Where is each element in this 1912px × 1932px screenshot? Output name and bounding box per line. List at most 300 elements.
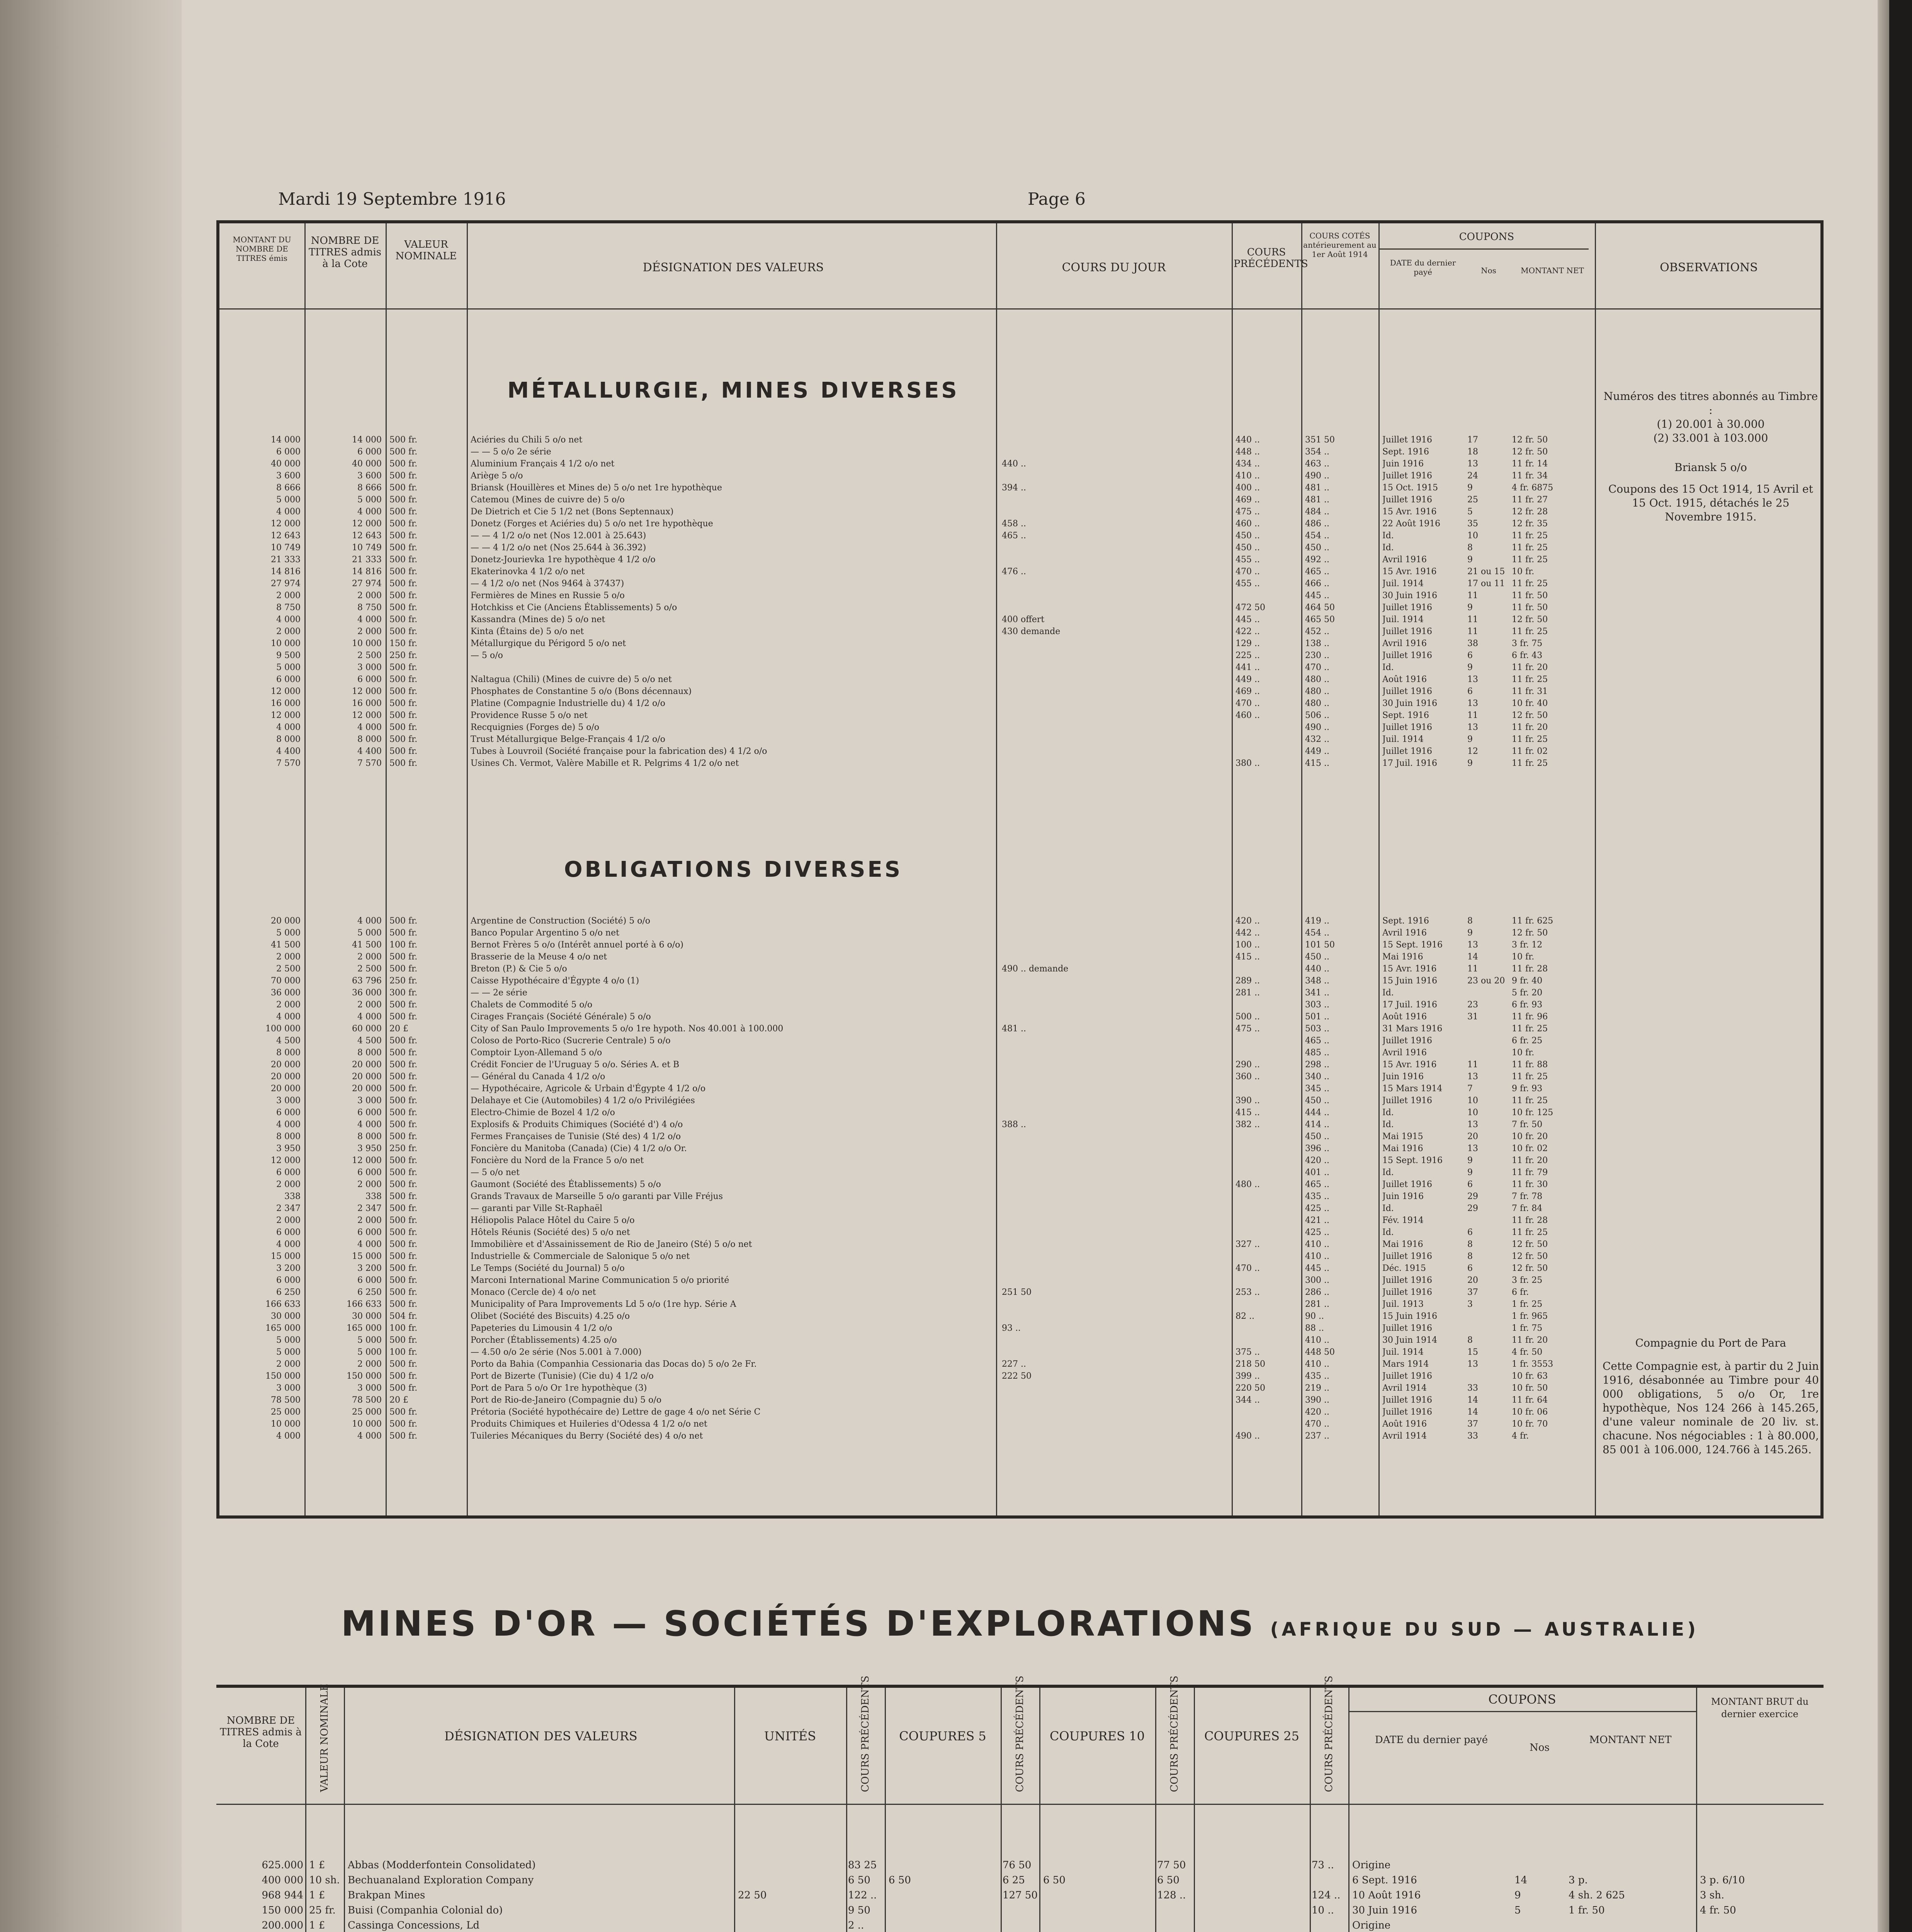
cell-coupon-date: Juil. 1914: [1382, 735, 1424, 744]
cell-montant: 12 000: [271, 519, 301, 529]
cell-cours-prec: 400 ..: [1236, 483, 1260, 493]
cell-montant-net: 11 fr. 25: [1512, 1228, 1548, 1237]
cell-cours-cotes: 425 ..: [1305, 1204, 1329, 1213]
cell-nombre: 10 000: [352, 1419, 382, 1429]
cell-cours-prec: 2 ..: [848, 1920, 864, 1931]
cell-cours-prec: 380 ..: [1236, 759, 1260, 768]
cell-valeur: 500 fr.: [389, 1168, 418, 1177]
cell-montant: 4 000: [276, 723, 301, 732]
cell-nombre: 165 000: [347, 1323, 382, 1333]
cell-coupon-no: 33: [1467, 1383, 1478, 1393]
observations-notes: [1603, 389, 1819, 524]
obs-note-3: (2) 33.001 à 103.000: [1653, 432, 1768, 444]
cell-montant-net: 4 fr. 6875: [1512, 483, 1553, 493]
metallurgie-row: [219, 602, 1595, 614]
cell-valeur: 500 fr.: [389, 1096, 418, 1105]
cell-cours-cotes: 390 ..: [1305, 1395, 1329, 1405]
cell-nombre: 3 950: [357, 1144, 382, 1153]
cell-cours-cotes: 465 ..: [1305, 1180, 1329, 1189]
obligations-row: [219, 939, 1595, 951]
cell-montant: 3 600: [276, 471, 301, 481]
obligations-row: [219, 1322, 1595, 1334]
cell-cours-cotes: 485 ..: [1305, 1048, 1329, 1058]
cell-valeur: 500 fr.: [389, 675, 418, 684]
cell-montant: 165 000: [265, 1323, 301, 1333]
cell-montant: 150 000: [265, 1371, 301, 1381]
cell-montant: 4 400: [276, 747, 301, 756]
cell-valeur: 500 fr.: [389, 555, 418, 565]
cell-montant: 30 000: [271, 1311, 301, 1321]
cell-montant: 4 000: [276, 615, 301, 624]
cell-valeur: 500 fr.: [389, 1084, 418, 1094]
cell-coupon-no: 13: [1467, 1120, 1478, 1129]
cell-designation: Delahaye et Cie (Automobiles) 4 1/2 o/o Privilégiées: [471, 1096, 695, 1105]
cell-nombre: 4 500: [357, 1036, 382, 1046]
cell-coupon-date: Origine: [1352, 1920, 1391, 1931]
cell-coupon-no: 13: [1467, 1072, 1478, 1082]
mo-header-coupures5: COUPURES 5: [899, 1729, 986, 1743]
cell-valeur: 500 fr.: [389, 1228, 418, 1237]
cell-montant: 12 000: [271, 1156, 301, 1165]
cell-coupon-no: 11: [1467, 711, 1478, 720]
cell-cours-prec: 469 ..: [1236, 495, 1260, 505]
cell-montant-net: 1 fr. 50: [1569, 1905, 1605, 1916]
cell-montant: 15 000: [271, 1252, 301, 1261]
cell-montant-net: 4 fr.: [1512, 1431, 1529, 1441]
cell-cours-prec: 442 ..: [1236, 928, 1260, 938]
cell-coupon-date: Mai 1916: [1382, 1240, 1423, 1249]
cell-montant-net: 11 fr. 25: [1512, 555, 1548, 565]
cell-montant-net: 11 fr. 28: [1512, 964, 1548, 974]
cell-montant: 3 950: [276, 1144, 301, 1153]
cell-nombre: 4 000: [357, 1240, 382, 1249]
cell-coupon-date: 15 Avr. 1916: [1382, 964, 1437, 974]
header-date: Mardi 19 Septembre 1916: [278, 189, 506, 209]
cell-designation: Ariège 5 o/o: [471, 471, 523, 481]
cell-cours-prec: 480 ..: [1236, 1180, 1260, 1189]
cell-montant-net: 12 fr. 50: [1512, 711, 1548, 720]
cell-designation: Grands Travaux de Marseille 5 o/o garanti par Ville Fréjus: [471, 1192, 723, 1201]
cell-designation: — 5 o/o: [471, 651, 503, 660]
cell-montant-net: 6 fr. 93: [1512, 1000, 1543, 1010]
cell-montant-net: 4 fr. 50: [1512, 1347, 1543, 1357]
cell-cours-cotes: 454 ..: [1305, 531, 1329, 541]
cell-coupon-date: 15 Avr. 1916: [1382, 507, 1437, 517]
cell-coupon-no: 13: [1467, 723, 1478, 732]
obs-briansk-text: Coupons des 15 Oct 1914, 15 Avril et 15 Oct. 1915, détachés le 25 Novembre 1915.: [1608, 483, 1813, 523]
cell-coupon-date: Id.: [1382, 1108, 1394, 1117]
cell-cours-prec: 327 ..: [1236, 1240, 1260, 1249]
cell-montant: 4 000: [276, 507, 301, 517]
cell-coupon-date: Avril 1916: [1382, 639, 1427, 648]
cell-coupon-date: Id.: [1382, 1168, 1394, 1177]
obs-note-1: Numéros des titres abonnés au Timbre :: [1603, 390, 1818, 417]
metallurgie-row: [219, 650, 1595, 662]
cell-cours-cotes: 470 ..: [1305, 663, 1329, 672]
cell-cours-prec: 450 ..: [1236, 543, 1260, 553]
cell-cours-prec: 9 50: [848, 1905, 870, 1916]
col-header-cours-jour: COURS DU JOUR: [1062, 261, 1166, 274]
mo-header-coupures25: COUPURES 25: [1204, 1729, 1299, 1743]
cell-coupon-no: 6: [1467, 1180, 1473, 1189]
cell-montant-brut: 3 sh.: [1700, 1889, 1725, 1901]
cell-valeur: 500 fr.: [389, 1204, 418, 1213]
cell-designation: Comptoir Lyon-Allemand 5 o/o: [471, 1048, 602, 1058]
cell-designation: Aluminium Français 4 1/2 o/o net: [471, 459, 615, 469]
cell-coupon-date: 17 Juil. 1916: [1382, 759, 1438, 768]
cell-montant: 5 000: [276, 928, 301, 938]
cell-coupon-date: Avril 1914: [1382, 1383, 1427, 1393]
cell-coupon-date: Id.: [1382, 1120, 1394, 1129]
cell-coupon-date: Avril 1916: [1382, 555, 1427, 565]
cell-designation: Providence Russe 5 o/o net: [471, 711, 588, 720]
cell-coupon-date: Juillet 1916: [1382, 747, 1432, 756]
cell-coupon-date: Juillet 1916: [1382, 723, 1432, 732]
cell-coupon-no: 10: [1467, 1096, 1478, 1105]
cell-coupon-no: 6: [1467, 687, 1473, 696]
cell-nombre: 6 000: [357, 1168, 382, 1177]
cell-coupon-date: Juillet 1916: [1382, 651, 1432, 660]
cell-designation: Electro-Chimie de Bozel 4 1/2 o/o: [471, 1108, 615, 1117]
cell-coupon-no: 11: [1467, 615, 1478, 624]
cell-cours-prec: 470 ..: [1236, 699, 1260, 708]
cell-nombre: 3 200: [357, 1264, 382, 1273]
cell-montant-net: 11 fr. 50: [1512, 591, 1548, 600]
cell-cours-prec25: 10 ..: [1312, 1905, 1334, 1916]
cell-coupon-no: 9: [1514, 1889, 1521, 1901]
cell-valeur: 500 fr.: [389, 615, 418, 624]
cell-valeur: 500 fr.: [389, 1048, 418, 1058]
obligations-row: [219, 1083, 1595, 1095]
cell-coupon-no: 9: [1467, 735, 1473, 744]
cell-montant: 6 000: [276, 1108, 301, 1117]
cell-coupon-no: 29: [1467, 1204, 1478, 1213]
cell-valeur: 250 fr.: [389, 651, 418, 660]
cell-designation: — — 4 1/2 o/o net (Nos 12.001 à 25.643): [471, 531, 646, 541]
cell-montant: 10 000: [271, 639, 301, 648]
metallurgie-row: [219, 662, 1595, 673]
cell-montant: 2 347: [276, 1204, 301, 1213]
cell-montant: 5 000: [276, 663, 301, 672]
cell-cours-jour: 388 ..: [1002, 1120, 1026, 1129]
cell-valeur: 100 fr.: [389, 1347, 418, 1357]
cell-nombre: 5 000: [357, 1335, 382, 1345]
cell-nombre: 4 000: [357, 615, 382, 624]
cell-coupon-date: 15 Mars 1914: [1382, 1084, 1443, 1094]
cell-montant-brut: 4 fr. 50: [1700, 1905, 1736, 1916]
cell-cours-cotes: 503 ..: [1305, 1024, 1329, 1034]
cell-coupon-no: 8: [1467, 916, 1473, 926]
cell-cours-cotes: 484 ..: [1305, 507, 1329, 517]
cell-coupon-date: Août 1916: [1382, 1012, 1427, 1022]
cell-montant-net: 10 fr. 50: [1512, 1383, 1548, 1393]
cell-montant: 100 000: [265, 1024, 301, 1034]
cell-coupon-no: 13: [1467, 675, 1478, 684]
cell-designation: Explosifs & Produits Chimiques (Société d') 4 o/o: [471, 1120, 683, 1129]
metallurgie-row: [219, 518, 1595, 530]
cell-montant-net: 11 fr. 88: [1512, 1060, 1548, 1070]
cell-coupon-date: Sept. 1916: [1382, 447, 1429, 457]
cell-cours-prec: 500 ..: [1236, 1012, 1260, 1022]
cell-valeur: 100 fr.: [389, 940, 418, 950]
cell-cours-cotes: 354 ..: [1305, 447, 1329, 457]
cell-designation: Abbas (Modderfontein Consolidated): [348, 1859, 536, 1871]
cell-coupon-date: Juillet 1916: [1382, 435, 1432, 445]
cell-designation: Papeteries du Limousin 4 1/2 o/o: [471, 1323, 612, 1333]
cell-cours-jour: 227 ..: [1002, 1359, 1026, 1369]
cell-valeur: 500 fr.: [389, 567, 418, 577]
cell-nombre: 3 000: [357, 663, 382, 672]
cell-montant-net: 9 fr. 93: [1512, 1084, 1543, 1094]
cell-montant-net: 12 fr. 50: [1512, 615, 1548, 624]
cell-montant-net: 10 fr. 40: [1512, 699, 1548, 708]
cell-nombre: 2 000: [357, 627, 382, 636]
cell-coupon-date: Avril 1916: [1382, 1048, 1427, 1058]
cell-cours-cotes: 465 50: [1305, 615, 1335, 624]
cell-valeur: 500 fr.: [389, 1287, 418, 1297]
cell-coupon-no: 5: [1467, 507, 1473, 517]
cell-montant-net: 11 fr. 20: [1512, 1335, 1548, 1345]
cell-coupon-date: Juillet 1916: [1382, 471, 1432, 481]
cell-nombre: 16 000: [352, 699, 382, 708]
cell-designation: Foncière du Manitoba (Canada) (Cie) 4 1/2 o/o Or.: [471, 1144, 687, 1153]
cell-cours-cotes: 466 ..: [1305, 579, 1329, 588]
cell-montant-net: 6 fr.: [1512, 1287, 1529, 1297]
cell-valeur: 500 fr.: [389, 627, 418, 636]
cell-coupon-date: Id.: [1382, 1228, 1394, 1237]
obligations-row: [219, 1035, 1595, 1047]
cell-cours-cotes: 298 ..: [1305, 1060, 1329, 1070]
cell-montant: 8 666: [276, 483, 301, 493]
cell-nombre: 2 000: [357, 1000, 382, 1010]
cell-valeur: 500 fr.: [389, 1216, 418, 1225]
cell-valeur: 500 fr.: [389, 1132, 418, 1141]
cell-coupon-no: 24: [1467, 471, 1478, 481]
cell-montant: 2 000: [276, 1000, 301, 1010]
cell-montant: 27 974: [271, 579, 301, 588]
obligations-row: [219, 1310, 1595, 1322]
cell-montant-net: 11 fr. 31: [1512, 687, 1548, 696]
cell-montant: 12 643: [271, 531, 301, 541]
obligations-row: [219, 1346, 1595, 1358]
cell-designation: Hotchkiss et Cie (Anciens Établissements) 5 o/o: [471, 603, 677, 612]
cell-valeur: 20 £: [389, 1395, 408, 1405]
cell-cours-jour: 476 ..: [1002, 567, 1026, 577]
cell-coupon-date: Juillet 1916: [1382, 687, 1432, 696]
cell-nombre: 4 000: [357, 1120, 382, 1129]
cell-coupon-no: 11: [1467, 964, 1478, 974]
cell-valeur: 500 fr.: [389, 1072, 418, 1082]
cell-designation: Crédit Foncier de l'Uruguay 5 o/o. Séries A. et B: [471, 1060, 680, 1070]
cell-montant: 8 000: [276, 735, 301, 744]
cell-montant-net: 11 fr. 30: [1512, 1180, 1548, 1189]
cell-cours-cotes: 480 ..: [1305, 675, 1329, 684]
cell-montant-net: 10 fr. 20: [1512, 1132, 1548, 1141]
mines-or-row: [216, 1858, 1824, 1873]
cell-cours-prec: 448 ..: [1236, 447, 1260, 457]
page-header: [278, 189, 1824, 213]
cell-montant: 3 200: [276, 1264, 301, 1273]
cell-cours-prec: 344 ..: [1236, 1395, 1260, 1405]
cell-coupon-no: 6: [1467, 651, 1473, 660]
cell-coupon-no: 14: [1467, 1407, 1478, 1417]
cell-coupon-no: 13: [1467, 459, 1478, 469]
cell-montant-net: 3 fr. 75: [1512, 639, 1543, 648]
cell-coupon-date: Mars 1914: [1382, 1359, 1429, 1369]
obligations-row: [219, 915, 1595, 927]
cell-montant-net: 12 fr. 28: [1512, 507, 1548, 517]
cell-montant-net: 10 fr. 63: [1512, 1371, 1548, 1381]
cell-coupon-no: 37: [1467, 1287, 1478, 1297]
cell-cours-prec10: 128 ..: [1157, 1889, 1186, 1901]
cell-cours-jour: 490 .. demande: [1002, 964, 1069, 974]
cell-cours-prec: 441 ..: [1236, 663, 1260, 672]
cell-valeur: 20 £: [389, 1024, 408, 1034]
cell-coupon-date: Juin 1916: [1382, 459, 1424, 469]
cell-valeur: 500 fr.: [389, 916, 418, 926]
cell-coupon-date: Id.: [1382, 988, 1394, 998]
cell-valeur: 500 fr.: [389, 1060, 418, 1070]
cell-valeur: 500 fr.: [389, 663, 418, 672]
obligations-row: [219, 987, 1595, 999]
cell-cours-prec10: 6 50: [1157, 1874, 1179, 1886]
obligations-row: [219, 1262, 1595, 1274]
section-title-obligations: OBLIGATIONS DIVERSES: [564, 857, 903, 882]
cell-coupon-no: 9: [1467, 483, 1473, 493]
col-header-cours-cotes: COURS COTÉS antérieurement au 1er Août 1914: [1303, 231, 1377, 259]
cell-cours-cotes: 415 ..: [1305, 759, 1329, 768]
cell-cours-prec: 390 ..: [1236, 1096, 1260, 1105]
cell-cours-cotes: 410 ..: [1305, 1359, 1329, 1369]
cell-montant-net: 6 fr. 25: [1512, 1036, 1543, 1046]
cell-designation: Argentine de Construction (Société) 5 o/o: [471, 916, 651, 926]
cell-designation: Donetz-Jourievka 1re hypothèque 4 1/2 o/o: [471, 555, 656, 565]
mines-or-row: [216, 1873, 1824, 1888]
mo-header-nombre: NOMBRE DE TITRES admis à la Cote: [220, 1715, 302, 1750]
cell-montant-net: 11 fr. 25: [1512, 1024, 1548, 1034]
cell-coupon-no: 14: [1514, 1874, 1528, 1886]
page-binding: [0, 0, 182, 1932]
cell-designation: — — 5 o/o 2e série: [471, 447, 551, 457]
col-header-nombre: NOMBRE DE TITRES admis à la Cote: [308, 235, 382, 270]
cell-montant: 166 633: [265, 1299, 301, 1309]
cell-valeur: 500 fr.: [389, 1120, 418, 1129]
cell-valeur: 500 fr.: [389, 603, 418, 612]
cell-cours-cotes: 454 ..: [1305, 928, 1329, 938]
mines-or-row: [216, 1918, 1824, 1932]
cell-montant: 70 000: [271, 976, 301, 986]
cell-coupon-no: 3: [1467, 1299, 1473, 1309]
cell-cours-prec: 449 ..: [1236, 675, 1260, 684]
cell-nombre: 41 500: [352, 940, 382, 950]
cell-coupon-date: Juil. 1914: [1382, 1347, 1424, 1357]
cell-valeur: 500 fr.: [389, 747, 418, 756]
cell-designation: Kassandra (Mines de) 5 o/o net: [471, 615, 605, 624]
cell-montant-net: 11 fr. 25: [1512, 531, 1548, 541]
cell-montant-brut: 3 p. 6/10: [1700, 1874, 1745, 1886]
cell-montant-net: 3 fr. 12: [1512, 940, 1543, 950]
cell-cours-prec: 82 ..: [1236, 1311, 1254, 1321]
cell-cours-jour: 93 ..: [1002, 1323, 1021, 1333]
metallurgie-row: [219, 542, 1595, 554]
cell-designation: Foncière du Nord de la France 5 o/o net: [471, 1156, 644, 1165]
cell-coupon-no: 13: [1467, 1144, 1478, 1153]
cell-designation: Brasserie de la Meuse 4 o/o net: [471, 952, 607, 962]
cell-coupon-date: Juillet 1916: [1382, 1287, 1432, 1297]
cell-coupon-date: 15 Sept. 1916: [1382, 940, 1443, 950]
cell-cours-cotes: 501 ..: [1305, 1012, 1329, 1022]
header-page-number: Page 6: [1028, 189, 1086, 209]
cell-coupon-no: 14: [1467, 1395, 1478, 1405]
cell-coupon-no: 8: [1467, 1335, 1473, 1345]
cell-designation: Porto da Bahia (Companhia Cessionaria das Docas do) 5 o/o 2e Fr.: [471, 1359, 757, 1369]
cell-cours-prec: 472 50: [1236, 603, 1265, 612]
cell-coupon-no: 38: [1467, 639, 1478, 648]
cell-cours-cotes: 281 ..: [1305, 1299, 1329, 1309]
obligations-row: [219, 951, 1595, 963]
metallurgie-row: [219, 685, 1595, 697]
cell-valeur: 1 £: [309, 1859, 325, 1871]
cell-designation: Marconi International Marine Communication 5 o/o priorité: [471, 1276, 729, 1285]
cell-valeur: 500 fr.: [389, 699, 418, 708]
cell-montant: 5 000: [276, 1335, 301, 1345]
cell-nombre: 150 000: [347, 1371, 382, 1381]
cell-coupon-no: 23 ou 20: [1467, 976, 1505, 986]
col-header-cours-prec: COURS PRÉCÉDENTS: [1234, 247, 1308, 270]
cell-coupon-date: 10 Août 1916: [1352, 1889, 1421, 1901]
securities-table: [216, 220, 1824, 1519]
cell-coupon-no: 8: [1467, 1252, 1473, 1261]
cell-designation: Immobilière et d'Assainissement de Rio de Janeiro (Sté) 5 o/o net: [471, 1240, 752, 1249]
cell-cours-prec: 460 ..: [1236, 519, 1260, 529]
metallurgie-row: [219, 721, 1595, 733]
cell-cours-cotes: 101 50: [1305, 940, 1335, 950]
cell-montant: 20 000: [271, 1060, 301, 1070]
cell-designation: Olibet (Société des Biscuits) 4.25 o/o: [471, 1311, 630, 1321]
mines-or-subtitle: (AFRIQUE DU SUD — AUSTRALIE): [1270, 1619, 1699, 1640]
cell-cours-cotes: 450 ..: [1305, 543, 1329, 553]
page-edge: [1878, 0, 1889, 1932]
cell-coupon-date: 30 Juin 1916: [1352, 1905, 1417, 1916]
cell-coupon-no: 13: [1467, 699, 1478, 708]
cell-designation: Bechuanaland Exploration Company: [348, 1874, 534, 1886]
cell-cours-cotes: 420 ..: [1305, 1156, 1329, 1165]
cell-coupon-no: 9: [1467, 663, 1473, 672]
cell-nombre: 12 643: [352, 531, 382, 541]
cell-nombre: 4 000: [357, 1012, 382, 1022]
cell-valeur: 500 fr.: [389, 1108, 418, 1117]
cell-valeur: 500 fr.: [389, 1359, 418, 1369]
obs-para-text: Cette Compagnie est, à partir du 2 Juin 1916, désabonnée au Timbre pour 40 000 obligations, 5 o/o Or, 1re hypothèque, Nos 124 266 à 145.265, d'une valeur nominale de 20 liv. st. chacune. Nos négociables : 1 à 80.000, 85 001 à 106.000, 124.766 à 145.265.: [1603, 1360, 1819, 1456]
cell-valeur: 100 fr.: [389, 1323, 418, 1333]
cell-cours-cotes: 463 ..: [1305, 459, 1329, 469]
cell-coupon-date: Juillet 1916: [1382, 1276, 1432, 1285]
obligations-row: [219, 963, 1595, 975]
cell-coupon-date: Mai 1915: [1382, 1132, 1423, 1141]
cell-cours-prec: 460 ..: [1236, 711, 1260, 720]
cell-cours-cotes: 490 ..: [1305, 723, 1329, 732]
col-header-montant: MONTANT DU NOMBRE DE TITRES émis: [233, 235, 291, 263]
cell-montant: 8 750: [276, 603, 301, 612]
cell-coupon-date: Sept. 1916: [1382, 711, 1429, 720]
cell-valeur: 500 fr.: [389, 723, 418, 732]
cell-valeur: 500 fr.: [389, 1180, 418, 1189]
cell-montant-net: 11 fr. 25: [1512, 759, 1548, 768]
cell-cours-prec: 469 ..: [1236, 687, 1260, 696]
mo-header-coupons: COUPONS: [1488, 1692, 1556, 1707]
col-header-montant-net: MONTANT NET: [1521, 266, 1584, 275]
cell-nombre: 6 000: [357, 1276, 382, 1285]
